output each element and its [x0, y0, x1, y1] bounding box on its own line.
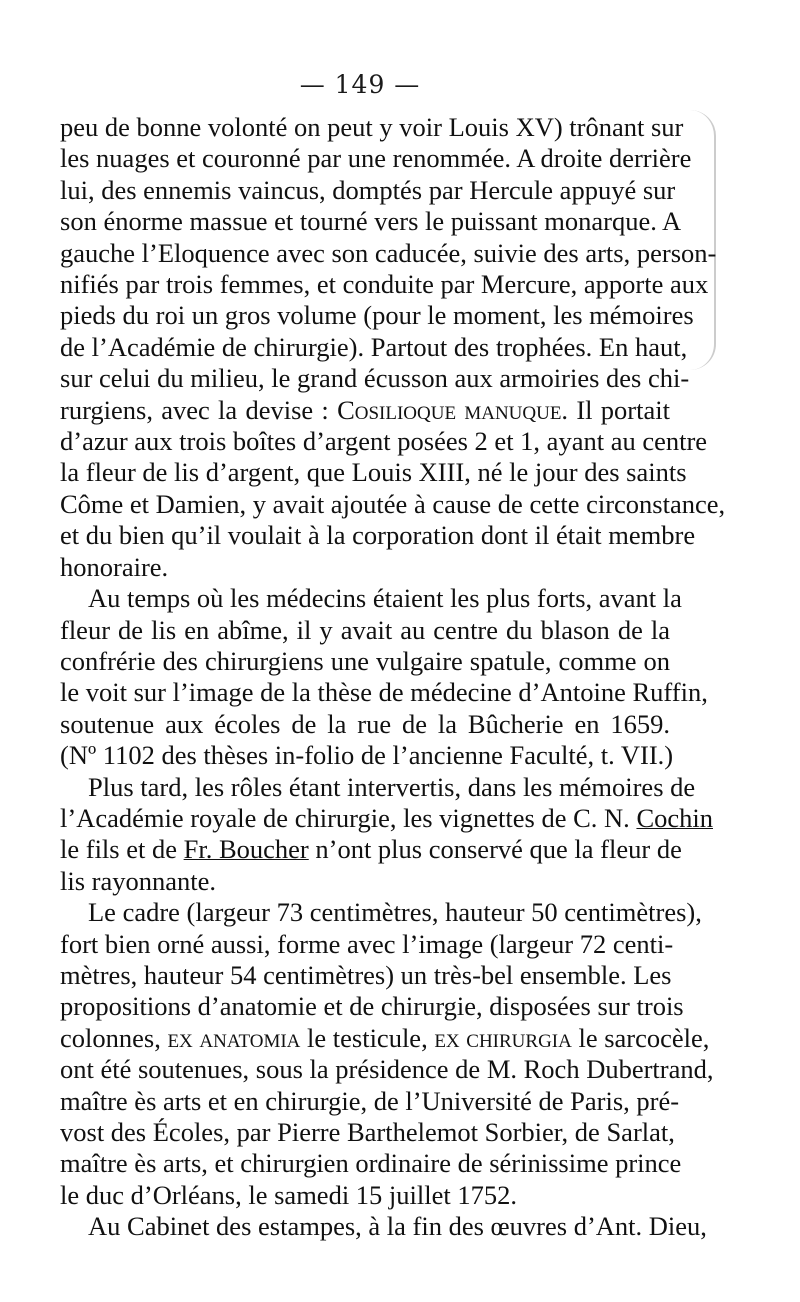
line-text: la fleur de lis d’argent, que Louis XIII, né le jour des saints [60, 457, 687, 488]
text-line [60, 646, 670, 677]
line-text: son énorme massue et tourné vers le puissant monarque. A [60, 206, 682, 237]
text-line [60, 143, 692, 174]
text-line [60, 897, 702, 928]
text-line [60, 269, 709, 300]
text-line [60, 771, 696, 803]
line-text: honoraire. [60, 551, 169, 582]
text-line [60, 991, 684, 1022]
text-line [60, 866, 670, 897]
text-line [60, 520, 696, 551]
line-text: Au Cabinet des estampes, à la fin des œuvres d’Ant. Dieu, [88, 1211, 707, 1242]
text-line [60, 677, 708, 708]
text-line [60, 740, 674, 771]
line-text: Plus tard, les rôles étant intervertis, dans les mémoires de [88, 771, 696, 802]
line-text: soutenue aux écoles de la rue de la Bûcherie en 1659. [60, 708, 670, 739]
line-text: le duc d’Orléans, le samedi 15 juillet 1752. [60, 1179, 518, 1210]
line-text: ont été soutenues, sous la présidence de M. Roch Dubertrand, [60, 1054, 714, 1085]
text-line [60, 363, 690, 394]
text-line [60, 331, 688, 363]
text-line [60, 206, 682, 237]
line-text: et du bien qu’il voulait à la corporation dont il était membre [60, 520, 696, 551]
small-caps-text: Cosilioque manuque. [337, 394, 569, 425]
text-line [60, 426, 708, 457]
line-text: Côme et Damien, y avait ajoutée à cause de cette circonstance, [60, 488, 726, 519]
line-text: Le cadre (largeur 73 centimètres, hauteur 50 centimètres), [88, 897, 702, 928]
line-text: gauche l’Eloquence avec son caducée, suivie des arts, person- [60, 237, 717, 268]
text-line [60, 928, 674, 960]
text-line [60, 1022, 710, 1054]
body-text [60, 112, 726, 1243]
line-text: les nuages et couronné par une renommée. A droite derrière [60, 143, 692, 174]
line-text: mètres, hauteur 54 centimètres) un très-bel ensemble. Les [60, 959, 672, 990]
page-number: — 149 — [299, 70, 421, 99]
line-text: n’ont plus conservé que la fleur de [308, 834, 682, 865]
line-text: lui, des ennemis vaincus, domptés par Hercule appuyé sur [60, 174, 676, 205]
small-caps-text: ex chirurgia [434, 1022, 572, 1053]
line-text: confrérie des chirurgiens une vulgaire spatule, comme on [60, 645, 670, 676]
line-text: propositions d’anatomie et de chirurgie, disposées sur trois [60, 991, 684, 1022]
underlined-text: Cochin [636, 802, 713, 833]
line-text: maître ès arts, et chirurgien ordinaire de sérinissime prince [60, 1148, 682, 1179]
text-line [60, 834, 682, 865]
text-line [60, 1085, 680, 1117]
underlined-text: Fr. Boucher [183, 834, 309, 865]
text-line [60, 709, 670, 740]
text-line [60, 174, 676, 206]
line-text: Au temps où les médecins étaient les plus forts, avant la [88, 583, 682, 614]
line-text: d’azur aux trois boîtes d’argent posées 2 et 1, ayant au centre [60, 426, 708, 457]
text-line [60, 488, 726, 520]
line-text: rurgiens, avec la devise : [60, 394, 338, 425]
text-line [60, 237, 717, 269]
line-text: fleur de lis en abîme, il y avait au centre du blason de la [60, 614, 670, 645]
text-line [60, 552, 670, 583]
line-text: peu de bonne volonté on peut y voir Louis XV) trônant sur [60, 112, 684, 142]
text-line [60, 583, 682, 614]
text-line [60, 960, 670, 991]
text-line [60, 802, 713, 834]
text-line [60, 1180, 670, 1211]
small-caps-text: ex anatomia [167, 1022, 301, 1053]
text-line [60, 1211, 707, 1242]
text-line [60, 457, 687, 488]
line-text: l’Académie royale de chirurgie, les vignettes de C. N. [60, 802, 637, 833]
line-text: fort bien orné aussi, forme avec l’image (largeur 72 centi- [60, 928, 674, 959]
line-text: sur celui du milieu, le grand écusson aux armoiries des chi- [60, 363, 690, 394]
line-text: (Nº 1102 des thèses in-folio de l’ancienne Faculté, t. VII.) [60, 740, 674, 771]
line-text: colonnes, [60, 1022, 168, 1053]
line-text: lis rayonnante. [60, 865, 217, 896]
line-text: pieds du roi un gros volume (pour le moment, les mémoires [60, 300, 694, 331]
text-line [60, 615, 670, 646]
line-text: le testicule, [300, 1022, 435, 1053]
line-text: le voit sur l’image de la thèse de médecine d’Antoine Ruffin, [60, 677, 708, 708]
line-text: le sarcocèle, [571, 1022, 710, 1053]
text-line [60, 1054, 714, 1085]
line-text: vost des Écoles, par Pierre Barthelemot Sorbier, de Sarlat, [60, 1117, 675, 1147]
text-line [60, 112, 684, 143]
text-line [60, 1117, 675, 1148]
line-text: nifiés par trois femmes, et conduite par Mercure, apporte aux [60, 269, 709, 300]
text-line [60, 1148, 682, 1179]
line-text: Il portait [568, 394, 670, 425]
line-text: de l’Académie de chirurgie). Partout des trophées. En haut, [60, 331, 688, 362]
text-line [60, 395, 670, 426]
line-text: maître ès arts et en chirurgie, de l’Université de Paris, pré- [60, 1085, 680, 1116]
text-line [60, 300, 694, 331]
line-text: le fils et de [60, 834, 184, 865]
